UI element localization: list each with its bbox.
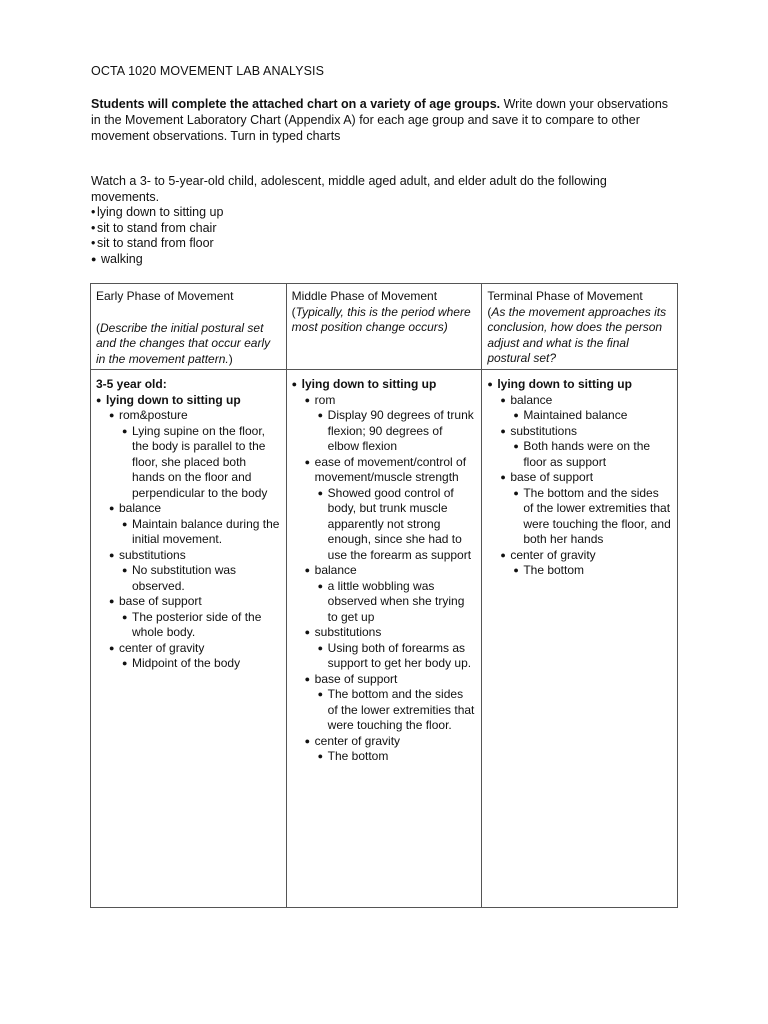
header-desc-text: Describe the initial postural set and the changes that occur early in the movement pattern.	[96, 320, 271, 366]
observation-detail	[96, 517, 281, 548]
instructions-bold: Students will complete the attached chart on a variety of age groups.	[91, 97, 501, 111]
bullet-icon: ●	[96, 394, 102, 405]
bullet-icon: ●	[513, 410, 519, 420]
observation-detail-text: The bottom	[523, 563, 585, 577]
header-desc-text: Typically, this is the period where most position change occurs)	[291, 304, 471, 334]
observation-detail-text: Showed good control of body, but trunk muscle apparently not strong enough, since she had to use the forearm as support	[327, 485, 472, 562]
observation-detail	[96, 610, 281, 641]
bullet-icon: ●	[500, 472, 506, 482]
observation-category-text: substitutions	[119, 547, 186, 562]
bullet-icon: ●	[317, 689, 324, 699]
observation-category	[292, 625, 477, 641]
observation-list	[292, 377, 477, 765]
observation-category-text: balance	[119, 501, 162, 515]
observation-category	[292, 734, 477, 750]
observation-category-text: center of gravity	[314, 733, 401, 748]
bullet-icon: ●	[317, 751, 324, 761]
observation-category	[292, 455, 477, 486]
bullet-icon: •	[91, 205, 96, 219]
header-description	[96, 321, 281, 368]
observation-category-text: substitutions	[314, 625, 382, 639]
bullet-icon: ●	[109, 596, 115, 606]
bullet-icon: ●	[513, 441, 519, 451]
bullet-icon: ●	[122, 565, 128, 575]
observation-category	[96, 641, 281, 657]
observation-detail-text: Maintained balance	[523, 408, 628, 422]
observation-detail	[292, 486, 477, 564]
bullet-icon: ●	[304, 735, 311, 746]
observation-detail	[96, 424, 281, 502]
bullet-icon: ●	[500, 549, 506, 560]
bullet-icon: ●	[109, 503, 115, 513]
observation-detail	[487, 486, 672, 548]
bullet-icon: ●	[304, 456, 311, 467]
observation-detail	[96, 656, 281, 672]
observation-category-text: rom&posture	[119, 408, 188, 422]
observation-detail-text: Display 90 degrees of trunk flexion; 90 degrees of elbow flexion	[327, 408, 474, 453]
chart-body-row	[91, 370, 678, 908]
document-title: OCTA 1020 MOVEMENT LAB ANALYSIS	[91, 64, 325, 78]
movement-item	[91, 205, 671, 221]
bullet-icon: ●	[304, 565, 311, 575]
bullet-icon: ●	[317, 642, 324, 653]
cell-middle-phase	[286, 370, 482, 908]
observation-category	[292, 563, 477, 579]
header-description	[292, 305, 477, 336]
observation-category-text: balance	[510, 392, 553, 407]
movement-label: lying down to sitting up	[97, 205, 224, 219]
observation-detail	[487, 439, 672, 470]
observation-category-text: base of support	[119, 594, 202, 608]
bullet-icon: ●	[291, 379, 298, 389]
bullet-icon: ●	[122, 425, 128, 436]
movement-heading-text: lying down to sitting up	[301, 377, 437, 391]
bullet-icon: ●	[500, 425, 506, 436]
observation-detail-text: Lying supine on the floor, the body is parallel to the floor, she placed both hands on the floor and perpendicular to the body	[132, 423, 268, 500]
movement-heading-text: lying down to sitting up	[106, 392, 241, 407]
observation-detail-text: Maintain balance during the initial movement.	[132, 516, 280, 546]
observation-detail	[292, 749, 477, 765]
observation-category-text: balance	[314, 563, 357, 577]
header-terminal-phase	[482, 284, 678, 370]
bullet-icon: ●	[122, 518, 128, 529]
observation-detail-text: No substitution was observed.	[132, 563, 237, 593]
watch-paragraph	[91, 174, 671, 267]
observation-detail-text: The bottom	[327, 749, 389, 763]
observation-category-text: center of gravity	[119, 640, 205, 655]
observation-detail	[487, 408, 672, 424]
chart-header-row	[91, 284, 678, 370]
observation-category	[487, 548, 672, 564]
cell-content	[96, 375, 281, 672]
bullet-icon: ●	[304, 627, 311, 637]
paren-close: )	[228, 351, 233, 366]
observation-category-text: substitutions	[510, 423, 578, 438]
age-group-label: 3-5 year old:	[96, 377, 167, 391]
observation-category-text: ease of movement/control of movement/muscle strength	[314, 454, 467, 484]
observation-category	[487, 470, 672, 486]
observation-category-text: rom	[314, 392, 336, 407]
observation-detail	[292, 408, 477, 455]
observation-list	[96, 393, 281, 672]
observation-category	[96, 548, 281, 564]
observation-category	[96, 594, 281, 610]
instructions-text: Write down your observations in the Movement Laboratory Chart (Appendix A) for each age group and save it to compare to other movement observations. Turn in typed charts	[91, 97, 669, 143]
cell-content	[292, 375, 477, 765]
bullet-icon: ●	[122, 658, 128, 668]
instructions-paragraph	[91, 96, 671, 144]
observation-detail-text: Both hands were on the floor as support	[523, 439, 651, 469]
movement-label: sit to stand from chair	[97, 220, 217, 235]
cell-terminal-phase	[482, 370, 678, 908]
header-middle-phase	[286, 284, 482, 370]
observation-detail-text: The bottom and the sides of the lower extremities that were touching the floor, and both her hands	[523, 485, 671, 546]
bullet-icon: ●	[122, 611, 128, 622]
paren-open: (	[487, 304, 492, 319]
header-early-phase	[91, 284, 287, 370]
header-desc-text: As the movement approaches its conclusion, how does the person adjust and what is the final postural set?	[487, 304, 667, 365]
observation-detail	[292, 579, 477, 626]
movement-label: sit to stand from floor	[97, 236, 214, 250]
observation-detail	[292, 641, 477, 672]
bullet-icon: ●	[513, 487, 519, 498]
bullet-icon: ●	[109, 410, 115, 420]
watch-text: Watch a 3- to 5-year-old child, adolescent, middle aged adult, and elder adult do the following movements.	[91, 174, 607, 204]
observation-detail	[487, 563, 672, 579]
cell-early-phase	[91, 370, 287, 908]
observation-detail-text: Using both of forearms as support to get her body up.	[327, 640, 472, 670]
movement-heading	[96, 393, 281, 409]
movement-item	[91, 221, 671, 237]
observation-detail-text: Midpoint of the body	[132, 656, 241, 670]
observation-category-text: base of support	[314, 671, 398, 686]
movement-lab-chart	[90, 283, 678, 908]
header-title: Early Phase of Movement	[96, 289, 234, 303]
observation-detail-text: The bottom and the sides of the lower extremities that were touching the floor.	[327, 687, 475, 732]
bullet-icon: ●	[513, 565, 519, 575]
bullet-icon: ●	[304, 673, 311, 684]
bullet-icon: ●	[317, 487, 324, 498]
bullet-icon: ●	[109, 642, 115, 653]
observation-category	[96, 408, 281, 424]
movement-heading	[487, 377, 672, 393]
bullet-icon: •	[91, 220, 96, 235]
movement-item	[91, 236, 671, 252]
bullet-icon: •	[91, 236, 96, 250]
bullet-icon: ●	[500, 394, 506, 405]
movement-heading-text: lying down to sitting up	[497, 377, 632, 391]
header-title: Middle Phase of Movement	[291, 289, 438, 303]
bullet-icon: ●	[317, 410, 324, 420]
observation-category	[292, 672, 477, 688]
paren-open: (	[291, 304, 296, 319]
movement-item	[91, 252, 671, 268]
observation-detail	[292, 687, 477, 734]
observation-list	[487, 377, 672, 579]
paren-open: (	[96, 320, 100, 335]
observation-detail	[96, 563, 281, 594]
observation-detail-text: The posterior side of the whole body.	[132, 609, 262, 639]
bullet-icon: ●	[317, 580, 324, 591]
observation-category	[487, 393, 672, 409]
observation-detail-text: a little wobbling was observed when she trying to get up	[327, 578, 465, 624]
movement-label: walking	[101, 251, 143, 266]
observation-category	[487, 424, 672, 440]
bullet-icon: ●	[487, 379, 493, 389]
movement-list	[91, 205, 671, 267]
movement-heading	[292, 377, 477, 393]
cell-content	[487, 375, 672, 579]
header-title: Terminal Phase of Movement	[487, 289, 643, 303]
observation-category-text: center of gravity	[510, 547, 596, 562]
header-description	[487, 305, 672, 367]
observation-category	[96, 501, 281, 517]
bullet-icon: ●	[91, 253, 97, 264]
bullet-icon: ●	[109, 549, 115, 560]
observation-category	[292, 393, 477, 409]
bullet-icon: ●	[304, 394, 311, 405]
observation-category-text: base of support	[510, 470, 594, 484]
